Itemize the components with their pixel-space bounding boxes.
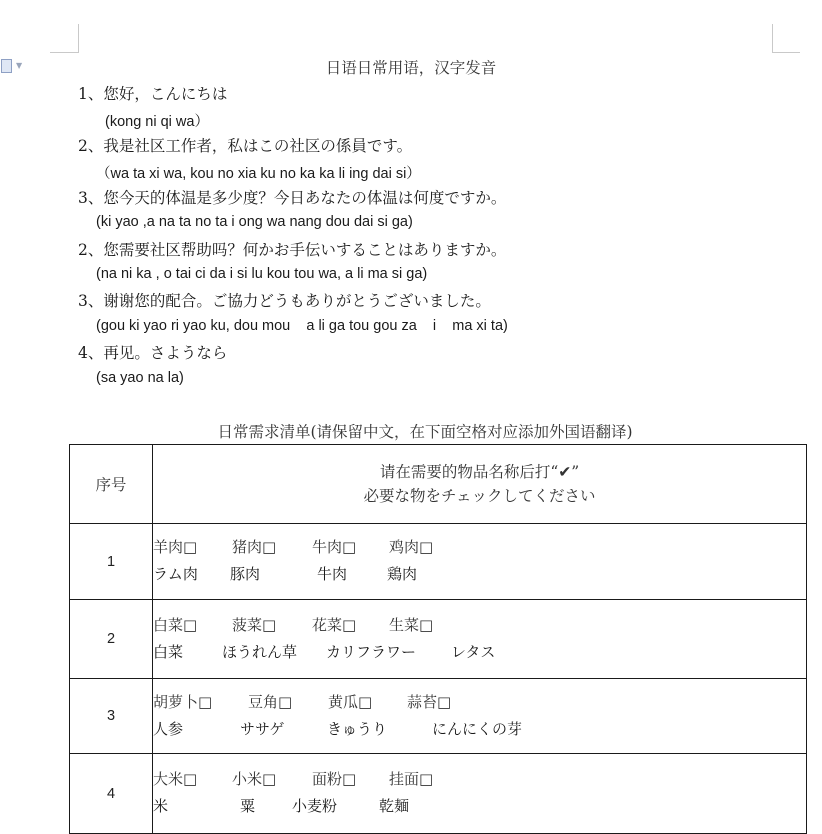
item-checkbox[interactable]: 黄瓜□ xyxy=(328,692,373,711)
item-checkbox[interactable]: 蒜苔□ xyxy=(407,692,452,711)
item-checkbox[interactable]: 花菜□ xyxy=(312,615,357,634)
item-japanese: ラム肉 xyxy=(153,565,198,583)
crop-mark-right-horizontal xyxy=(772,52,800,53)
row-items xyxy=(153,754,807,834)
header-instruction-zh: 请在需要的物品名称后打“✔” xyxy=(379,463,580,481)
item-checkbox[interactable]: 猪肉□ xyxy=(232,538,277,556)
item-checkbox[interactable]: 胡萝卜□ xyxy=(153,692,213,711)
item-japanese: 人参 xyxy=(153,719,184,738)
phrase-6-romaji: (sa yao na la) xyxy=(96,370,184,386)
item-japanese: カリフラワー xyxy=(326,642,417,661)
phrase-6: 4、再见。さようなら xyxy=(78,344,228,362)
item-checkbox[interactable]: 鸡肉□ xyxy=(389,538,434,556)
item-checkbox[interactable]: 白菜□ xyxy=(153,615,198,634)
row-items xyxy=(153,679,807,754)
document-title: 日语日常用语，汉字发音 xyxy=(325,59,497,77)
phrase-4-romaji: (na ni ka , o tai ci da i si lu kou tou wa, a li ma si ga) xyxy=(96,266,428,282)
row-number: 1 xyxy=(70,524,153,600)
phrase-1-romaji: (kong ni qi wa） xyxy=(105,114,209,130)
table-row xyxy=(70,754,807,834)
phrase-3: 3、您今天的体温是多少度？今日あなたの体温は何度ですか。 xyxy=(78,189,507,207)
item-checkbox[interactable]: 牛肉□ xyxy=(312,538,357,556)
item-checkbox[interactable]: 挂面□ xyxy=(389,770,434,788)
crop-mark-right-vertical xyxy=(772,24,773,53)
item-checkbox[interactable]: 小米□ xyxy=(232,770,277,788)
item-japanese: レタス xyxy=(451,642,496,661)
item-japanese: きゅうり xyxy=(327,719,388,738)
item-checkbox[interactable]: 羊肉□ xyxy=(153,538,198,556)
needs-table xyxy=(69,444,807,834)
row-number: 3 xyxy=(70,679,153,754)
chevron-down-icon: ▼ xyxy=(16,61,23,70)
item-japanese: 白菜 xyxy=(153,642,184,661)
row-number: 4 xyxy=(70,754,153,834)
item-japanese: 小麦粉 xyxy=(292,797,338,815)
item-japanese: 乾麺 xyxy=(379,797,410,815)
header-instruction xyxy=(153,445,807,524)
item-japanese: 粟 xyxy=(240,797,256,815)
phrase-4: 2、您需要社区帮助吗？何かお手伝いすることはありますか。 xyxy=(78,241,507,259)
table-row xyxy=(70,524,807,600)
phrase-2-romaji: （wa ta xi wa, kou no xia ku no ka ka li ing dai si） xyxy=(96,166,421,182)
table-row xyxy=(70,600,807,679)
item-checkbox[interactable]: 生菜□ xyxy=(389,615,434,634)
header-instruction-ja: 必要な物をチェックしてください xyxy=(363,487,596,505)
item-checkbox[interactable]: 大米□ xyxy=(153,770,198,788)
item-checkbox[interactable]: 菠菜□ xyxy=(232,615,277,634)
item-japanese: 米 xyxy=(153,797,169,815)
phrase-3-romaji: (ki yao ,a na ta no ta i ong wa nang dou dai si ga) xyxy=(96,214,413,230)
table-header-row xyxy=(70,445,807,524)
row-items xyxy=(153,600,807,679)
row-items xyxy=(153,524,807,600)
header-number: 序号 xyxy=(70,445,153,524)
crop-mark-left-vertical xyxy=(78,24,79,53)
item-japanese: ほうれん草 xyxy=(222,642,298,661)
phrase-1: 1、您好，こんにちは xyxy=(78,85,228,103)
item-japanese: 鶏肉 xyxy=(387,565,418,583)
item-checkbox[interactable]: 豆角□ xyxy=(248,692,293,711)
phrase-5: 3、谢谢您的配合。ご協力どうもありがとうございました。 xyxy=(78,292,491,310)
item-japanese: にんにくの芽 xyxy=(432,719,523,738)
phrase-2: 2、我是社区工作者，私はこの社区の係員です。 xyxy=(78,137,413,155)
crop-mark-left-horizontal xyxy=(50,52,79,53)
row-number: 2 xyxy=(70,600,153,679)
item-japanese: 豚肉 xyxy=(230,565,261,583)
needs-list-title: 日常需求清单(请保留中文，在下面空格对应添加外国语翻译) xyxy=(217,423,633,441)
table-row xyxy=(70,679,807,754)
phrase-5-romaji: (gou ki yao ri yao ku, dou mou a li ga tou gou za i ma xi ta) xyxy=(96,318,508,334)
item-japanese: 牛肉 xyxy=(317,565,348,583)
item-japanese: ササゲ xyxy=(240,719,285,738)
item-checkbox[interactable]: 面粉□ xyxy=(312,770,357,788)
